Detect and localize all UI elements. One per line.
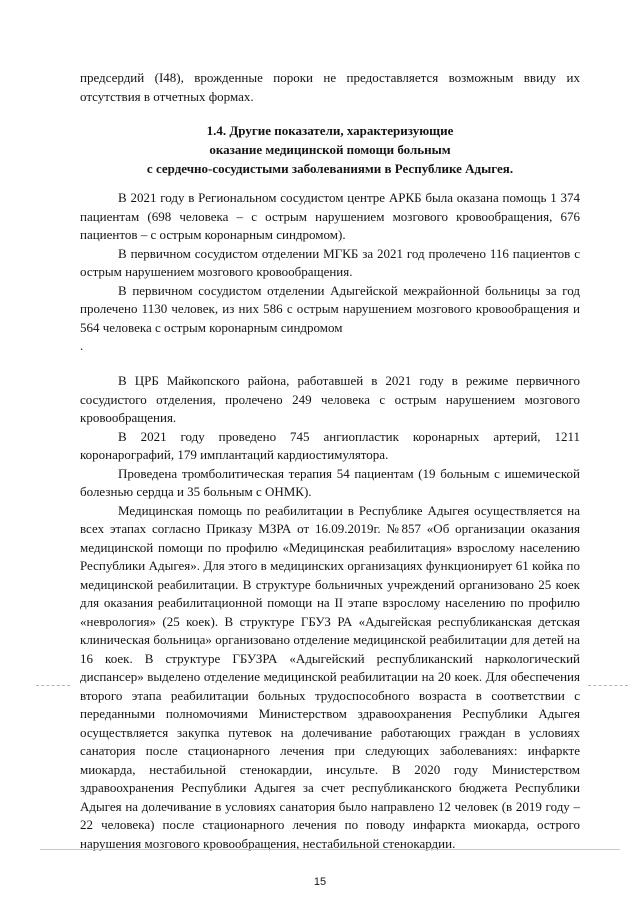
paragraph-mgkb: В первичном сосудистом отделении МГКБ за 2021 год пролечено 116 пациентов с острым нарушением мозгового кровообращения.: [80, 245, 580, 279]
paragraph-thrombolysis: Проведена тромболитическая терапия 54 пациентам (19 больным с ишемической болезнью сердца и 35 больным с ОНМК).: [80, 465, 580, 499]
section-heading-line-3: с сердечно-сосудистыми заболеваниями в Республике Адыгея.: [146, 161, 514, 176]
paragraph-angioplasty: В 2021 году проведено 745 ангиопластик коронарных артерий, 1211 коронарографий, 179 имплантаций кардиостимулятора.: [80, 428, 580, 462]
scan-artifact-bottom: [40, 849, 620, 850]
section-body: [80, 189, 580, 853]
paragraph-maykop-crb: В ЦРБ Майкопского района, работавшей в 2021 году в режиме первичного сосудистого отделения, пролечено 249 человека с острым нарушением мозгового кровообращения.: [80, 373, 580, 425]
section-heading-line-1: 1.4. Другие показатели, характеризующие: [206, 123, 454, 138]
section-heading: [80, 121, 580, 178]
scan-artifact-right: [588, 685, 628, 686]
paragraph-regional-center: В 2021 году в Региональном сосудистом центре АРКБ была оказана помощь 1 374 пациентам (698 человека – с острым нарушением мозгового кровообращения, 676 пациентов – с острым коронарным синдромом).: [80, 190, 580, 242]
section-heading-line-2: оказание медицинской помощи больным: [209, 142, 451, 157]
paragraph-stray-period: .: [80, 338, 84, 353]
paragraph-rehabilitation: Медицинская помощь по реабилитации в Республике Адыгея осуществляется на всех этапах согласно Приказу МЗРА от 16.09.2019г. №857 «Об организации оказания медицинской помощи по профилю «Медицинская реабилитация» взрослому населению Республики Адыгея». Для этого в медицинских организациях функционирует 61 койка по медицинской реабилитации. В структуре больничных учреждений организовано 25 коек для оказания реабилитационной помощи на II этапе взрослому населению по профилю «неврология» (25 коек). В структуре ГБУЗ РА «Адыгейская республиканская детская клиническая больница» организовано отделение медицинской реабилитации для детей на 16 коек. В структуре ГБУЗРА «Адыгейский республиканский наркологический диспансер» выделено отделение медицинской реабилитации на 20 коек. Для обеспечения второго этапа реабилитации больных трудоспособного возраста в соответствии с переданными полномочиями Министерством здравоохранения Республики Адыгея осуществляется закупка путевок на долечивание работающих граждан в условиях санатория после стационарного лечения при следующих заболеваниях: инфаркте миокарда, нестабильной стенокардии, инсульте. В 2020 году Министерством здравоохранения Республики Адыгея за счет республиканского бюджета Республики Адыгея на долечивание в условиях санатория было направлено 12 человек (в 2019 году –22 человека) после стационарного лечения по поводу инфаркта миокарда, острого нарушения мозгового кровообращения, нестабильной стенокардии.: [80, 502, 580, 851]
scan-artifact-left: [36, 685, 70, 686]
intro-fragment: предсердий (I48), врожденные пороки не предоставляется возможным ввиду их отсутствия в отчетных формах.: [80, 70, 580, 104]
page-number: 15: [313, 876, 327, 888]
paragraph-interdistrict-hospital: В первичном сосудистом отделении Адыгейской межрайонной больницы за год пролечено 1130 человек, из них 586 с острым нарушением мозгового кровообращения и 564 человека с острым коронарным синдромом: [80, 282, 580, 335]
